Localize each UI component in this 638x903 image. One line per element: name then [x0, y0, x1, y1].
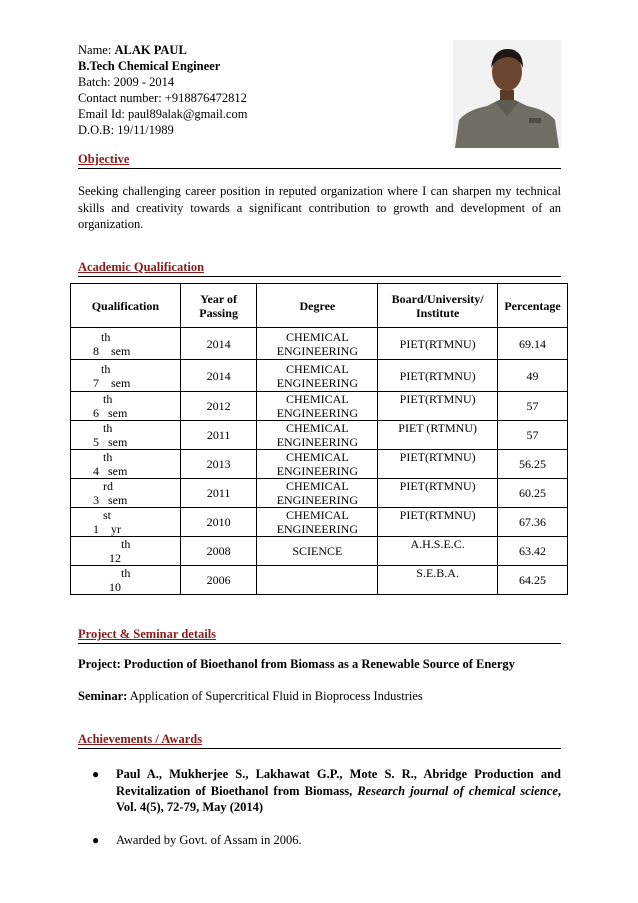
list-item: ● Awarded by Govt. of Assam in 2006.	[92, 832, 302, 847]
table-row: st 1 yr 2010 CHEMICAL ENGINEERING PIET(RTMNU) 67.36	[71, 508, 568, 537]
table-row: th 5 sem 2011 CHEMICAL ENGINEERING PIET (RTMNU) 57	[71, 421, 568, 450]
col-year: Year of Passing	[180, 284, 257, 328]
name-line	[78, 42, 247, 58]
table-header-row	[71, 284, 568, 328]
email-line: Email Id: paul89alak@gmail.com	[78, 107, 248, 121]
academic-heading: Academic Qualification	[78, 260, 561, 277]
qualification-table	[70, 283, 568, 595]
table-row: th 12 2008 SCIENCE A.H.S.E.C. 63.42	[71, 537, 568, 566]
bullet-icon: ●	[92, 767, 100, 781]
col-percentage: Percentage	[498, 284, 568, 328]
profile-photo	[453, 40, 561, 148]
table-row: th 7 sem 2014 CHEMICAL ENGINEERING PIET(RTMNU) 49	[71, 360, 568, 392]
table-row: th 4 sem 2013 CHEMICAL ENGINEERING PIET(RTMNU) 56.25	[71, 450, 568, 479]
table-row: rd 3 sem 2011 CHEMICAL ENGINEERING PIET(RTMNU) 60.25	[71, 479, 568, 508]
col-qualification: Qualification	[71, 284, 181, 328]
project-text: Project: Production of Bioethanol from Biomass as a Renewable Source of Energy	[78, 657, 515, 671]
seminar-line: Seminar: Application of Supercritical Fluid in Bioprocess Industries	[78, 689, 423, 703]
table-row: th 10 2006 S.E.B.A. 64.25	[71, 566, 568, 595]
name-label: Name:	[78, 43, 115, 57]
batch-line: Batch: 2009 - 2014	[78, 75, 175, 89]
objective-heading: Objective	[78, 152, 561, 169]
col-degree: Degree	[257, 284, 378, 328]
name-value: ALAK PAUL	[114, 43, 187, 57]
table-row: th 8 sem 2014 CHEMICAL ENGINEERING PIET(RTMNU) 69.14	[71, 328, 568, 360]
achievements-heading: Achievements / Awards	[78, 732, 561, 749]
degree-line: B.Tech Chemical Engineer	[78, 59, 221, 73]
contact-block	[78, 42, 247, 138]
bullet-icon: ●	[92, 832, 100, 847]
person-photo-icon	[453, 40, 561, 148]
achievements-list	[78, 766, 561, 848]
col-board: Board/University/ Institute	[378, 284, 498, 328]
objective-text: Seeking challenging career position in reputed organization where I can sharpen my technical skills and creativity towards a significant contribution to growth and development of an organization.	[78, 184, 561, 231]
dob-line: D.O.B: 19/11/1989	[78, 123, 174, 137]
table-row: th 6 sem 2012 CHEMICAL ENGINEERING PIET(RTMNU) 57	[71, 392, 568, 421]
project-heading: Project & Seminar details	[78, 627, 561, 644]
contact-line: Contact number: +918876472812	[78, 91, 247, 105]
list-item: ● Paul A., Mukherjee S., Lakhawat G.P., Mote S. R., Abridge Production and Revitalization of Bioethanol from Biomass, Research journal of chemical science, Vol. 4(5), 72-79, May (2014)	[92, 767, 561, 814]
